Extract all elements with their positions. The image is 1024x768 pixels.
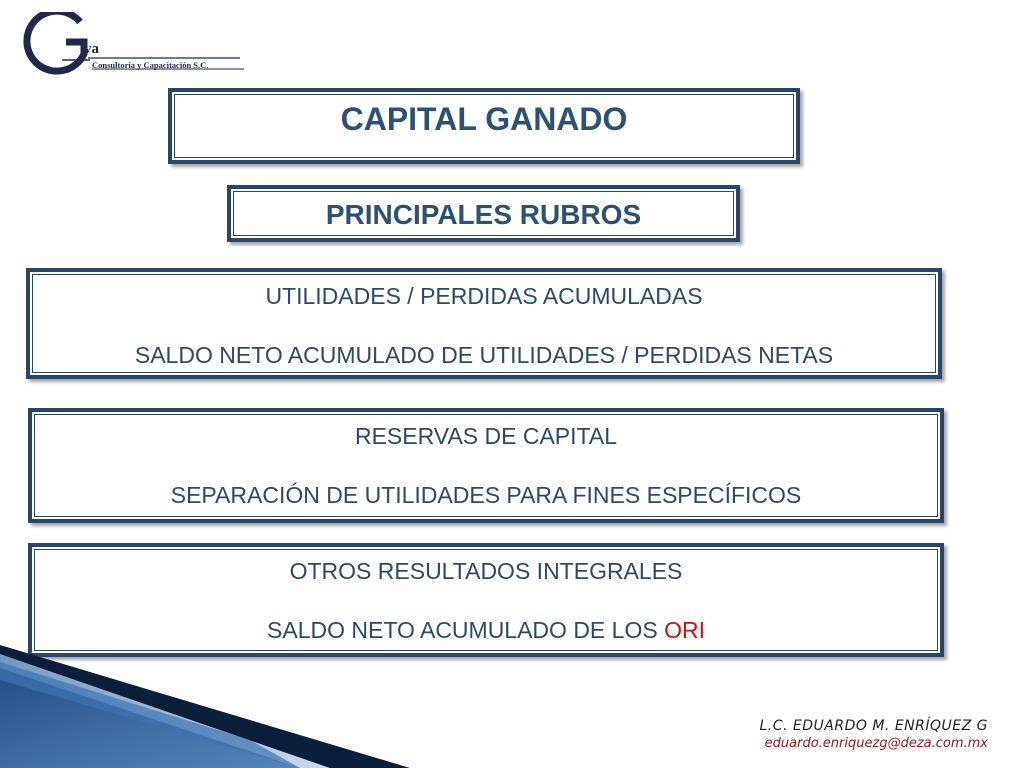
item-box-reservas xyxy=(28,408,944,523)
page-title: CAPITAL GANADO xyxy=(340,101,628,137)
logo-company-name: Consultoría y Capacitación S.C. xyxy=(92,60,209,70)
item-heading: OTROS RESULTADOS INTEGRALES xyxy=(289,558,683,584)
item-heading: UTILIDADES / PERDIDAS ACUMULADAS xyxy=(265,283,703,309)
company-logo xyxy=(22,12,252,82)
page-subtitle: PRINCIPALES RUBROS xyxy=(325,199,642,230)
subtitle-box xyxy=(227,185,740,242)
author-name: L.C. EDUARDO M. ENRÍQUEZ G xyxy=(759,718,988,734)
item-heading: RESERVAS DE CAPITAL xyxy=(354,423,618,449)
item-detail: SEPARACIÓN DE UTILIDADES PARA FINES ESPECÍFICOS xyxy=(170,482,802,508)
item-detail: SALDO NETO ACUMULADO DE UTILIDADES / PERDIDAS NETAS xyxy=(134,342,834,368)
title-box xyxy=(168,88,800,164)
item-box-ori xyxy=(28,543,944,657)
item-box-utilidades xyxy=(26,268,942,379)
item-detail-prefix: SALDO NETO ACUMULADO DE LOS xyxy=(267,617,665,643)
logo-sub-letters: va xyxy=(84,41,99,57)
author-email: eduardo.enriquezg@deza.com.mx xyxy=(764,736,988,751)
footer xyxy=(759,718,988,751)
ori-highlight: ORI xyxy=(664,617,705,643)
gva-logo-icon xyxy=(22,12,252,82)
item-detail xyxy=(32,617,940,644)
